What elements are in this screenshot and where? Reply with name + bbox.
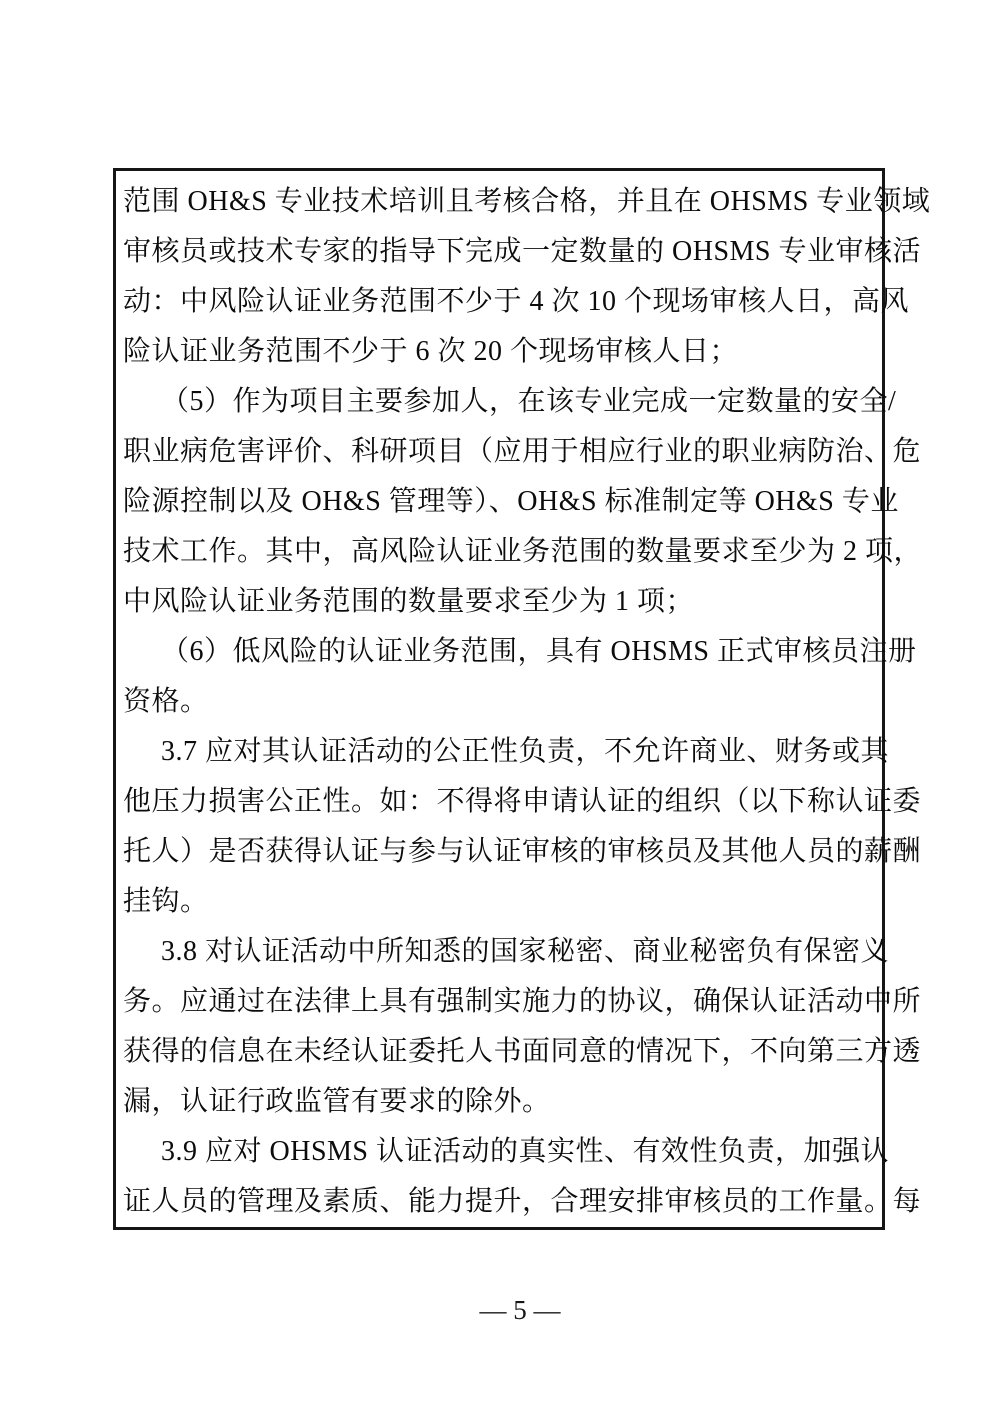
content-frame xyxy=(113,168,931,1230)
text-line: 挂钩。 xyxy=(123,886,209,917)
text-line: （5）作为项目主要参加人，在该专业完成一定数量的安全/ xyxy=(161,386,897,417)
text-line: 资格。 xyxy=(123,686,209,717)
text-line: 职业病危害评价、科研项目（应用于相应行业的职业病防治、危 xyxy=(123,436,922,467)
text-line: 漏，认证行政监管有要求的除外。 xyxy=(123,1086,551,1117)
text-line: 险认证业务范围不少于 6 次 20 个现场审核人日； xyxy=(123,336,739,367)
text-line: （6）低风险的认证业务范围，具有 OHSMS 正式审核员注册 xyxy=(161,636,917,667)
text-line: 他压力损害公正性。如：不得将申请认证的组织（以下称认证委 xyxy=(123,786,922,817)
text-line: 技术工作。其中，高风险认证业务范围的数量要求至少为 2 项， xyxy=(123,536,923,567)
text-line: 托人）是否获得认证与参与认证审核的审核员及其他人员的薪酬 xyxy=(123,836,922,867)
text-line: 3.7 应对其认证活动的公正性负责，不允许商业、财务或其 xyxy=(161,736,890,767)
text-line: 范围 OH&S 专业技术培训且考核合格，并且在 OHSMS 专业领域 xyxy=(123,186,931,217)
text-line: 3.8 对认证活动中所知悉的国家秘密、商业秘密负有保密义 xyxy=(161,936,890,967)
text-line: 获得的信息在未经认证委托人书面同意的情况下，不向第三方透 xyxy=(123,1036,922,1067)
page-number: — 5 — xyxy=(479,1295,561,1325)
text-line: 审核员或技术专家的指导下完成一定数量的 OHSMS 专业审核活 xyxy=(123,236,921,267)
text-line: 务。应通过在法律上具有强制实施力的协议，确保认证活动中所 xyxy=(123,986,922,1017)
text-line: 险源控制以及 OH&S 管理等）、OH&S 标准制定等 OH&S 专业 xyxy=(123,486,899,517)
text-line: 3.9 应对 OHSMS 认证活动的真实性、有效性负责，加强认 xyxy=(161,1136,889,1167)
text-line: 中风险认证业务范围的数量要求至少为 1 项； xyxy=(123,586,695,617)
text-line: 证人员的管理及素质、能力提升，合理安排审核员的工作量。每 xyxy=(123,1186,922,1217)
text-line: 动：中风险认证业务范围不少于 4 次 10 个现场审核人日，高风 xyxy=(123,286,910,317)
